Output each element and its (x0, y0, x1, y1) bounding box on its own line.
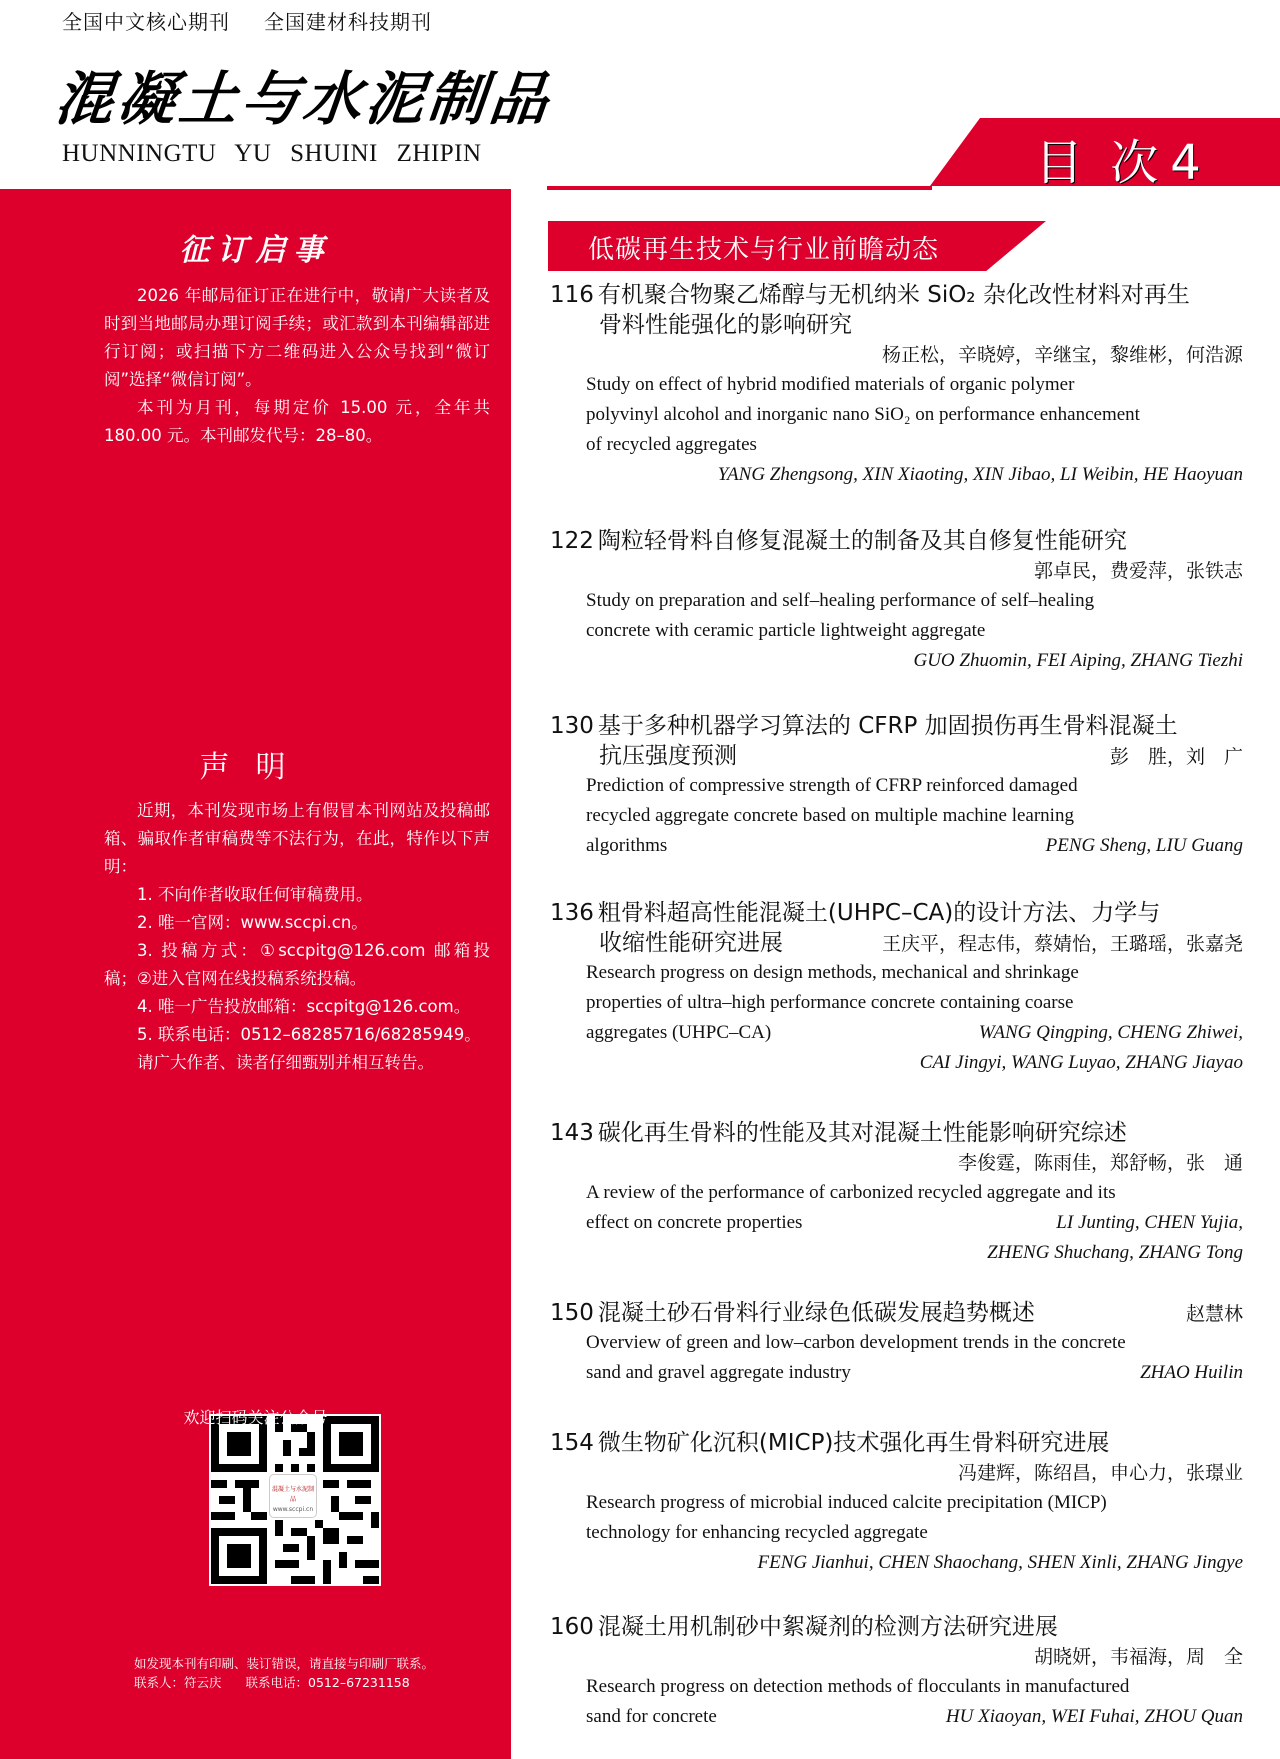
declaration-item-submission: 3. 投稿方式：①sccpitg@126.com 邮箱投稿；②进入官网在线投稿系统投稿。 (104, 941, 490, 988)
article-title-en: Study on effect of hybrid modified materials of organic polymer polyvinyl alcohol and inorganic nano SiO₂ on performance enhancement of recycled aggregates (586, 374, 1140, 455)
article-authors-en: HU Xiaoyan, WEI Fuhai, ZHOU Quan (945, 1706, 1243, 1727)
article-authors-cn: 彭 胜，刘 广 (1109, 746, 1243, 768)
article-title[interactable]: 154 微生物矿化沉积(MICP)技术强化再生骨料研究进展 (550, 1430, 1110, 1456)
article-title-cont: 收缩性能研究进展 (599, 930, 783, 956)
article-title-en: Study on preparation and self–healing performance of self–healing concrete with ceramic particle lightweight aggregate (586, 590, 1095, 641)
declaration-title: 声明 (199, 750, 312, 785)
article-authors-en: WANG Qingping, CHENG Zhiwei, (978, 1022, 1243, 1043)
article-title[interactable]: 122 陶粒轻骨料自修复混凝土的制备及其自修复性能研究 (550, 528, 1127, 554)
wechat-qr-code[interactable] (209, 1414, 381, 1586)
section-title: 低碳再生技术与行业前瞻动态 (588, 235, 940, 265)
qr-caption: 欢迎扫码关注公众号 (183, 1408, 328, 1427)
printing-notice-text: 如发现本刊有印刷、装订错误，请直接与印刷厂联系。 (134, 1656, 435, 1671)
article-authors-en: PENG Sheng, LIU Guang (1045, 835, 1243, 856)
article-entry[interactable] (550, 1428, 1243, 1578)
article-authors-cn: 冯建辉，陈绍昌，申心力，张璟业 (957, 1462, 1243, 1484)
article-authors-en: LI Junting, CHEN Yujia, (1056, 1212, 1243, 1233)
article-authors-en: GUO Zhuomin, FEI Aiping, ZHANG Tiezhi (913, 650, 1243, 671)
article-page: 143 (550, 1120, 594, 1146)
article-title[interactable]: 116 有机聚合物聚乙烯醇与无机纳米 SiO₂ 杂化改性材料对再生 骨料性能强化的影响研究 (550, 282, 1190, 338)
sidebar (0, 189, 511, 1759)
toc-heading (1035, 124, 1207, 193)
subscription-title: 征订启事 (179, 233, 332, 268)
article-entry[interactable] (550, 526, 1243, 676)
article-page: 150 (550, 1300, 594, 1326)
article-authors-en: YANG Zhengsong, XIN Xiaoting, XIN Jibao, LI Weibin, HE Haoyuan (717, 464, 1243, 485)
declaration-item: 1. 不向作者收取任何审稿费用。 (137, 885, 373, 904)
article-page: 122 (550, 528, 594, 554)
article-authors-en-cont: ZHENG Shuchang, ZHANG Tong (987, 1242, 1243, 1263)
subscription-notice (104, 282, 490, 450)
article-title-en: Research progress of microbial induced calcite precipitation (MICP) technology for enhancing recycled aggregate (586, 1492, 1107, 1543)
article-authors-cn: 郭卓民，费爱萍，张铁志 (1033, 560, 1243, 582)
declaration-item-phone: 5. 联系电话：0512–68285716/68285949。 (137, 1025, 481, 1044)
article-authors-cn: 赵慧林 (1185, 1303, 1243, 1325)
article-title[interactable]: 136 粗骨料超高性能混凝土(UHPC–CA)的设计方法、力学与 (550, 900, 1161, 926)
article-entry[interactable] (550, 1612, 1243, 1732)
article-authors-cn: 杨正松，辛晓婷，辛继宝，黎维彬，何浩源 (881, 344, 1243, 366)
article-entry[interactable] (550, 1118, 1243, 1268)
contact-person: 联系人：符云庆 (134, 1675, 222, 1690)
subscription-paragraph: 本刊为月刊，每期定价 15.00 元，全年共 180.00 元。本刊邮发代号：28–80。 (104, 398, 490, 445)
article-page: 160 (550, 1614, 594, 1640)
printing-contact (134, 1673, 434, 1692)
header-divider (547, 186, 932, 190)
article-entry[interactable] (550, 280, 1243, 490)
declaration-intro: 近期，本刊发现市场上有假冒本刊网站及投稿邮箱、骗取作者审稿费等不法行为，在此，特作以下声明： (104, 801, 490, 876)
article-title-en: Overview of green and low–carbon development trends in the concrete sand and gravel aggregate industry ZHAO Huilin (550, 1328, 1243, 1388)
article-authors-cn: 李俊霆，陈雨佳，郑舒畅，张 通 (957, 1152, 1243, 1174)
article-authors-en: ZHAO Huilin (1140, 1362, 1243, 1383)
article-title-en: A review of the performance of carbonized recycled aggregate and its effect on concrete properties LI Junting, CHEN Yujia, (550, 1178, 1243, 1238)
article-authors-en: FENG Jianhui, CHEN Shaochang, SHEN Xinli, ZHANG Jingye (757, 1552, 1243, 1573)
qr-logo (269, 1474, 317, 1518)
article-entry[interactable] (550, 1298, 1243, 1388)
subscription-paragraph: 2026 年邮局征订正在进行中，敬请广大读者及时到当地邮局办理订阅手续；或汇款到本刊编辑部进行订阅；或扫描下方二维码进入公众号找到“微订阅”选择“微信订阅”。 (104, 286, 490, 389)
journal-masthead: 混凝土与水泥制品 (51, 65, 556, 133)
journal-pinyin-title: HUNNINGTU YU SHUINI ZHIPIN (62, 140, 482, 167)
printing-notice (134, 1654, 434, 1692)
article-title[interactable]: 143 碳化再生骨料的性能及其对混凝土性能影响研究综述 (550, 1120, 1127, 1146)
declaration-notice (104, 797, 490, 1077)
declaration-item-website: 2. 唯一官网：www.sccpi.cn。 (137, 913, 368, 932)
article-entry[interactable] (550, 898, 1243, 1078)
article-authors-en-cont: CAI Jingyi, WANG Luyao, ZHANG Jiayao (919, 1052, 1243, 1073)
declaration-closing: 请广大作者、读者仔细甄别并相互转告。 (137, 1053, 434, 1072)
article-entry[interactable] (550, 711, 1243, 861)
toc-page-number: 4 (1170, 135, 1207, 191)
article-page: 136 (550, 900, 594, 926)
qr-logo-title: 混凝土与水泥制品 (271, 1486, 314, 1503)
article-authors-cn: 胡晓妍，韦福海，周 全 (1033, 1646, 1243, 1668)
article-page: 154 (550, 1430, 594, 1456)
journal-tagline (62, 6, 432, 35)
tagline-core-journal: 全国中文核心期刊 (62, 10, 230, 34)
article-title-en: Prediction of compressive strength of CFRP reinforced damaged recycled aggregate concrete based on multiple machine learning algorithms PENG Sheng, LIU Guang (550, 771, 1243, 861)
article-title[interactable]: 130 基于多种机器学习算法的 CFRP 加固损伤再生骨料混凝土 (550, 713, 1178, 739)
article-title-en: Research progress on design methods, mechanical and shrinkage properties of ultra–high performance concrete containing coarse aggregates (UHPC–CA) WANG Qingping, CHENG Zhiwei, (550, 958, 1243, 1048)
article-page: 130 (550, 713, 594, 739)
article-title[interactable]: 150 混凝土砂石骨料行业绿色低碳发展趋势概述 (550, 1300, 1035, 1326)
qr-logo-url: www.sccpi.cn (272, 1506, 314, 1513)
article-page: 116 (550, 282, 594, 308)
toc-heading-text: 目 次 (1035, 135, 1165, 191)
article-title-cont: 抗压强度预测 (599, 743, 737, 769)
contact-phone: 联系电话：0512–67231158 (245, 1675, 410, 1690)
article-authors-cn: 王庆平，程志伟，蔡婧怡，王璐瑶，张嘉尧 (881, 933, 1243, 955)
declaration-item-ad-email: 4. 唯一广告投放邮箱：sccpitg@126.com。 (137, 997, 471, 1016)
article-title[interactable]: 160 混凝土用机制砂中絮凝剂的检测方法研究进展 (550, 1614, 1058, 1640)
tagline-building-materials: 全国建材科技期刊 (264, 10, 432, 34)
article-title-en: Research progress on detection methods of flocculants in manufactured sand for concrete HU Xiaoyan, WEI Fuhai, ZHOU Quan (550, 1672, 1243, 1732)
